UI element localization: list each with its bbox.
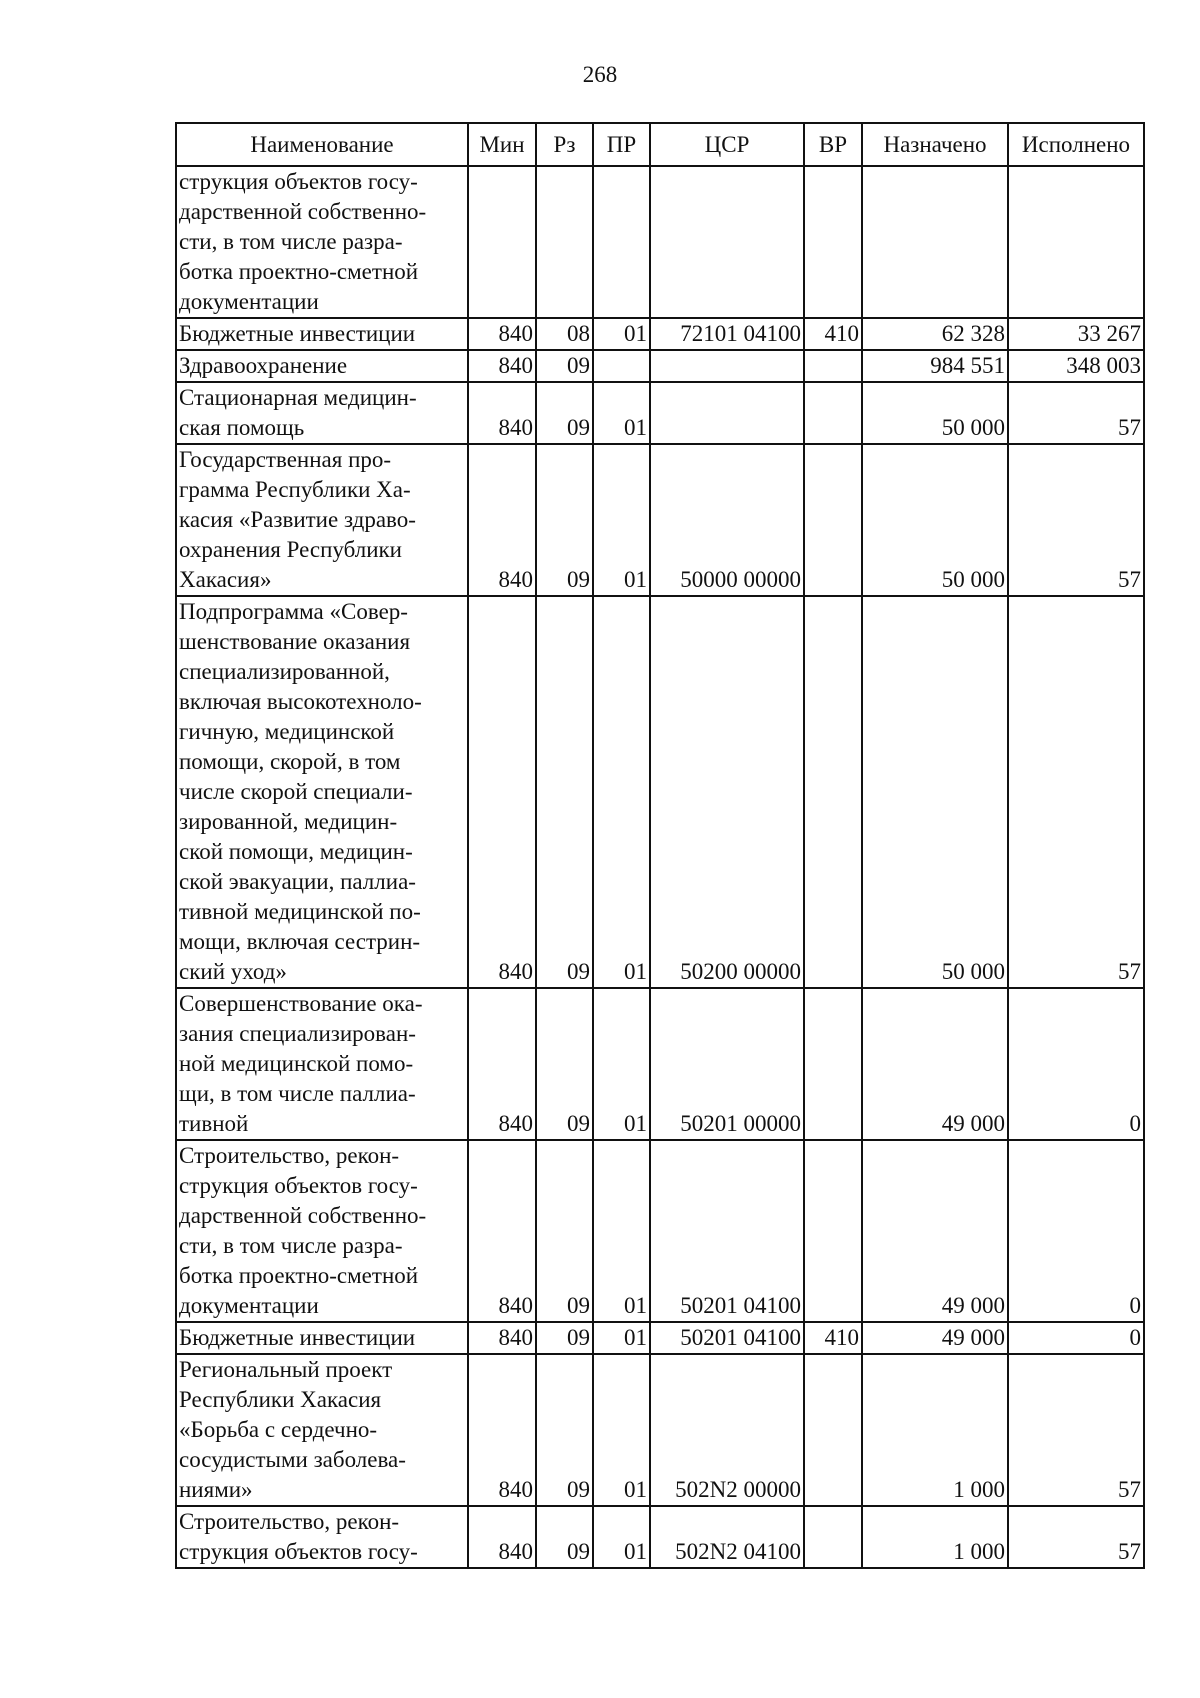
cell-csr: 502N2 04100 <box>650 1506 804 1568</box>
cell-assigned: 50 000 <box>862 382 1008 444</box>
table-row <box>176 1506 1144 1568</box>
cell-pr: 01 <box>593 1322 650 1354</box>
cell-pr: 01 <box>593 444 650 596</box>
budget-table <box>175 122 1145 1569</box>
cell-csr <box>650 166 804 318</box>
table-header-row <box>176 123 1144 166</box>
table-row <box>176 444 1144 596</box>
cell-name: Строительство, рекон- струкция объектов госу- дарственной собственно- сти, в том числе разра- ботка проектно-сметной документации <box>176 1140 468 1322</box>
cell-csr: 502N2 00000 <box>650 1354 804 1506</box>
cell-name: Бюджетные инвестиции <box>176 1322 468 1354</box>
cell-rz: 09 <box>536 350 593 382</box>
header-vr: ВР <box>804 123 862 166</box>
cell-name: Совершенствование ока- зания специализирован- ной медицинской помо- щи, в том числе паллиа- тивной <box>176 988 468 1140</box>
cell-vr <box>804 1140 862 1322</box>
cell-min: 840 <box>468 382 536 444</box>
header-rz: Рз <box>536 123 593 166</box>
cell-executed: 57 <box>1008 444 1144 596</box>
cell-pr <box>593 350 650 382</box>
cell-assigned: 50 000 <box>862 596 1008 988</box>
cell-rz: 09 <box>536 382 593 444</box>
cell-csr: 50200 00000 <box>650 596 804 988</box>
header-pr: ПР <box>593 123 650 166</box>
cell-pr <box>593 166 650 318</box>
cell-min: 840 <box>468 988 536 1140</box>
cell-min: 840 <box>468 444 536 596</box>
cell-vr: 410 <box>804 318 862 350</box>
cell-pr: 01 <box>593 1506 650 1568</box>
cell-name: Государственная про- грамма Республики Ха- касия «Развитие здраво- охранения Республики Хакасия» <box>176 444 468 596</box>
cell-name: Строительство, рекон- струкция объектов госу- <box>176 1506 468 1568</box>
table-row <box>176 1354 1144 1506</box>
cell-csr: 50201 04100 <box>650 1322 804 1354</box>
cell-pr: 01 <box>593 596 650 988</box>
cell-executed: 0 <box>1008 988 1144 1140</box>
cell-assigned: 50 000 <box>862 444 1008 596</box>
cell-vr: 410 <box>804 1322 862 1354</box>
cell-vr <box>804 988 862 1140</box>
cell-pr: 01 <box>593 988 650 1140</box>
table-body <box>176 166 1144 1568</box>
cell-vr <box>804 596 862 988</box>
table-row <box>176 1140 1144 1322</box>
cell-csr: 72101 04100 <box>650 318 804 350</box>
cell-rz <box>536 166 593 318</box>
cell-executed: 0 <box>1008 1322 1144 1354</box>
cell-executed: 57 <box>1008 596 1144 988</box>
cell-rz: 09 <box>536 1140 593 1322</box>
cell-executed: 57 <box>1008 1506 1144 1568</box>
cell-pr: 01 <box>593 318 650 350</box>
cell-min: 840 <box>468 1140 536 1322</box>
cell-assigned: 62 328 <box>862 318 1008 350</box>
cell-executed <box>1008 166 1144 318</box>
cell-min: 840 <box>468 350 536 382</box>
cell-vr <box>804 382 862 444</box>
cell-vr <box>804 166 862 318</box>
cell-min: 840 <box>468 318 536 350</box>
cell-assigned: 1 000 <box>862 1506 1008 1568</box>
cell-csr: 50000 00000 <box>650 444 804 596</box>
cell-vr <box>804 444 862 596</box>
cell-vr <box>804 350 862 382</box>
cell-csr <box>650 350 804 382</box>
cell-assigned: 1 000 <box>862 1354 1008 1506</box>
cell-min: 840 <box>468 1506 536 1568</box>
cell-pr: 01 <box>593 1354 650 1506</box>
table-row <box>176 382 1144 444</box>
cell-name: струкция объектов госу- дарственной собственно- сти, в том числе разра- ботка проектно-сметной документации <box>176 166 468 318</box>
cell-rz: 09 <box>536 596 593 988</box>
cell-assigned: 49 000 <box>862 1322 1008 1354</box>
cell-vr <box>804 1506 862 1568</box>
cell-name: Бюджетные инвестиции <box>176 318 468 350</box>
table-row <box>176 596 1144 988</box>
cell-name: Здравоохранение <box>176 350 468 382</box>
header-assigned: Назначено <box>862 123 1008 166</box>
table-row <box>176 166 1144 318</box>
cell-rz: 09 <box>536 1354 593 1506</box>
cell-rz: 08 <box>536 318 593 350</box>
cell-csr: 50201 04100 <box>650 1140 804 1322</box>
cell-rz: 09 <box>536 988 593 1140</box>
cell-assigned: 49 000 <box>862 1140 1008 1322</box>
cell-min: 840 <box>468 1354 536 1506</box>
cell-min: 840 <box>468 1322 536 1354</box>
header-csr: ЦСР <box>650 123 804 166</box>
cell-rz: 09 <box>536 1506 593 1568</box>
cell-assigned: 49 000 <box>862 988 1008 1140</box>
cell-executed: 57 <box>1008 1354 1144 1506</box>
table-row <box>176 318 1144 350</box>
header-executed: Исполнено <box>1008 123 1144 166</box>
cell-executed: 348 003 <box>1008 350 1144 382</box>
cell-executed: 0 <box>1008 1140 1144 1322</box>
header-name: Наименование <box>176 123 468 166</box>
cell-assigned <box>862 166 1008 318</box>
cell-assigned: 984 551 <box>862 350 1008 382</box>
cell-csr <box>650 382 804 444</box>
cell-name: Подпрограмма «Совер- шенствование оказания специализированной, включая высокотехноло- гичную, медицинской помощи, скорой, в том числе скорой специали- зированной, медицин- ской помощи, медицин- ской эвакуации, паллиа- тивной медицинской по- мощи, включая сестрин- ский уход» <box>176 596 468 988</box>
cell-executed: 57 <box>1008 382 1144 444</box>
cell-pr: 01 <box>593 382 650 444</box>
cell-pr: 01 <box>593 1140 650 1322</box>
cell-executed: 33 267 <box>1008 318 1144 350</box>
cell-rz: 09 <box>536 1322 593 1354</box>
cell-min <box>468 166 536 318</box>
table-row <box>176 988 1144 1140</box>
cell-rz: 09 <box>536 444 593 596</box>
cell-vr <box>804 1354 862 1506</box>
cell-name: Стационарная медицин- ская помощь <box>176 382 468 444</box>
cell-min: 840 <box>468 596 536 988</box>
cell-csr: 50201 00000 <box>650 988 804 1140</box>
table-row <box>176 350 1144 382</box>
table-row <box>176 1322 1144 1354</box>
page-number: 268 <box>582 62 618 87</box>
header-min: Мин <box>468 123 536 166</box>
cell-name: Региональный проект Республики Хакасия «Борьба с сердечно- сосудистыми заболева- ниями» <box>176 1354 468 1506</box>
